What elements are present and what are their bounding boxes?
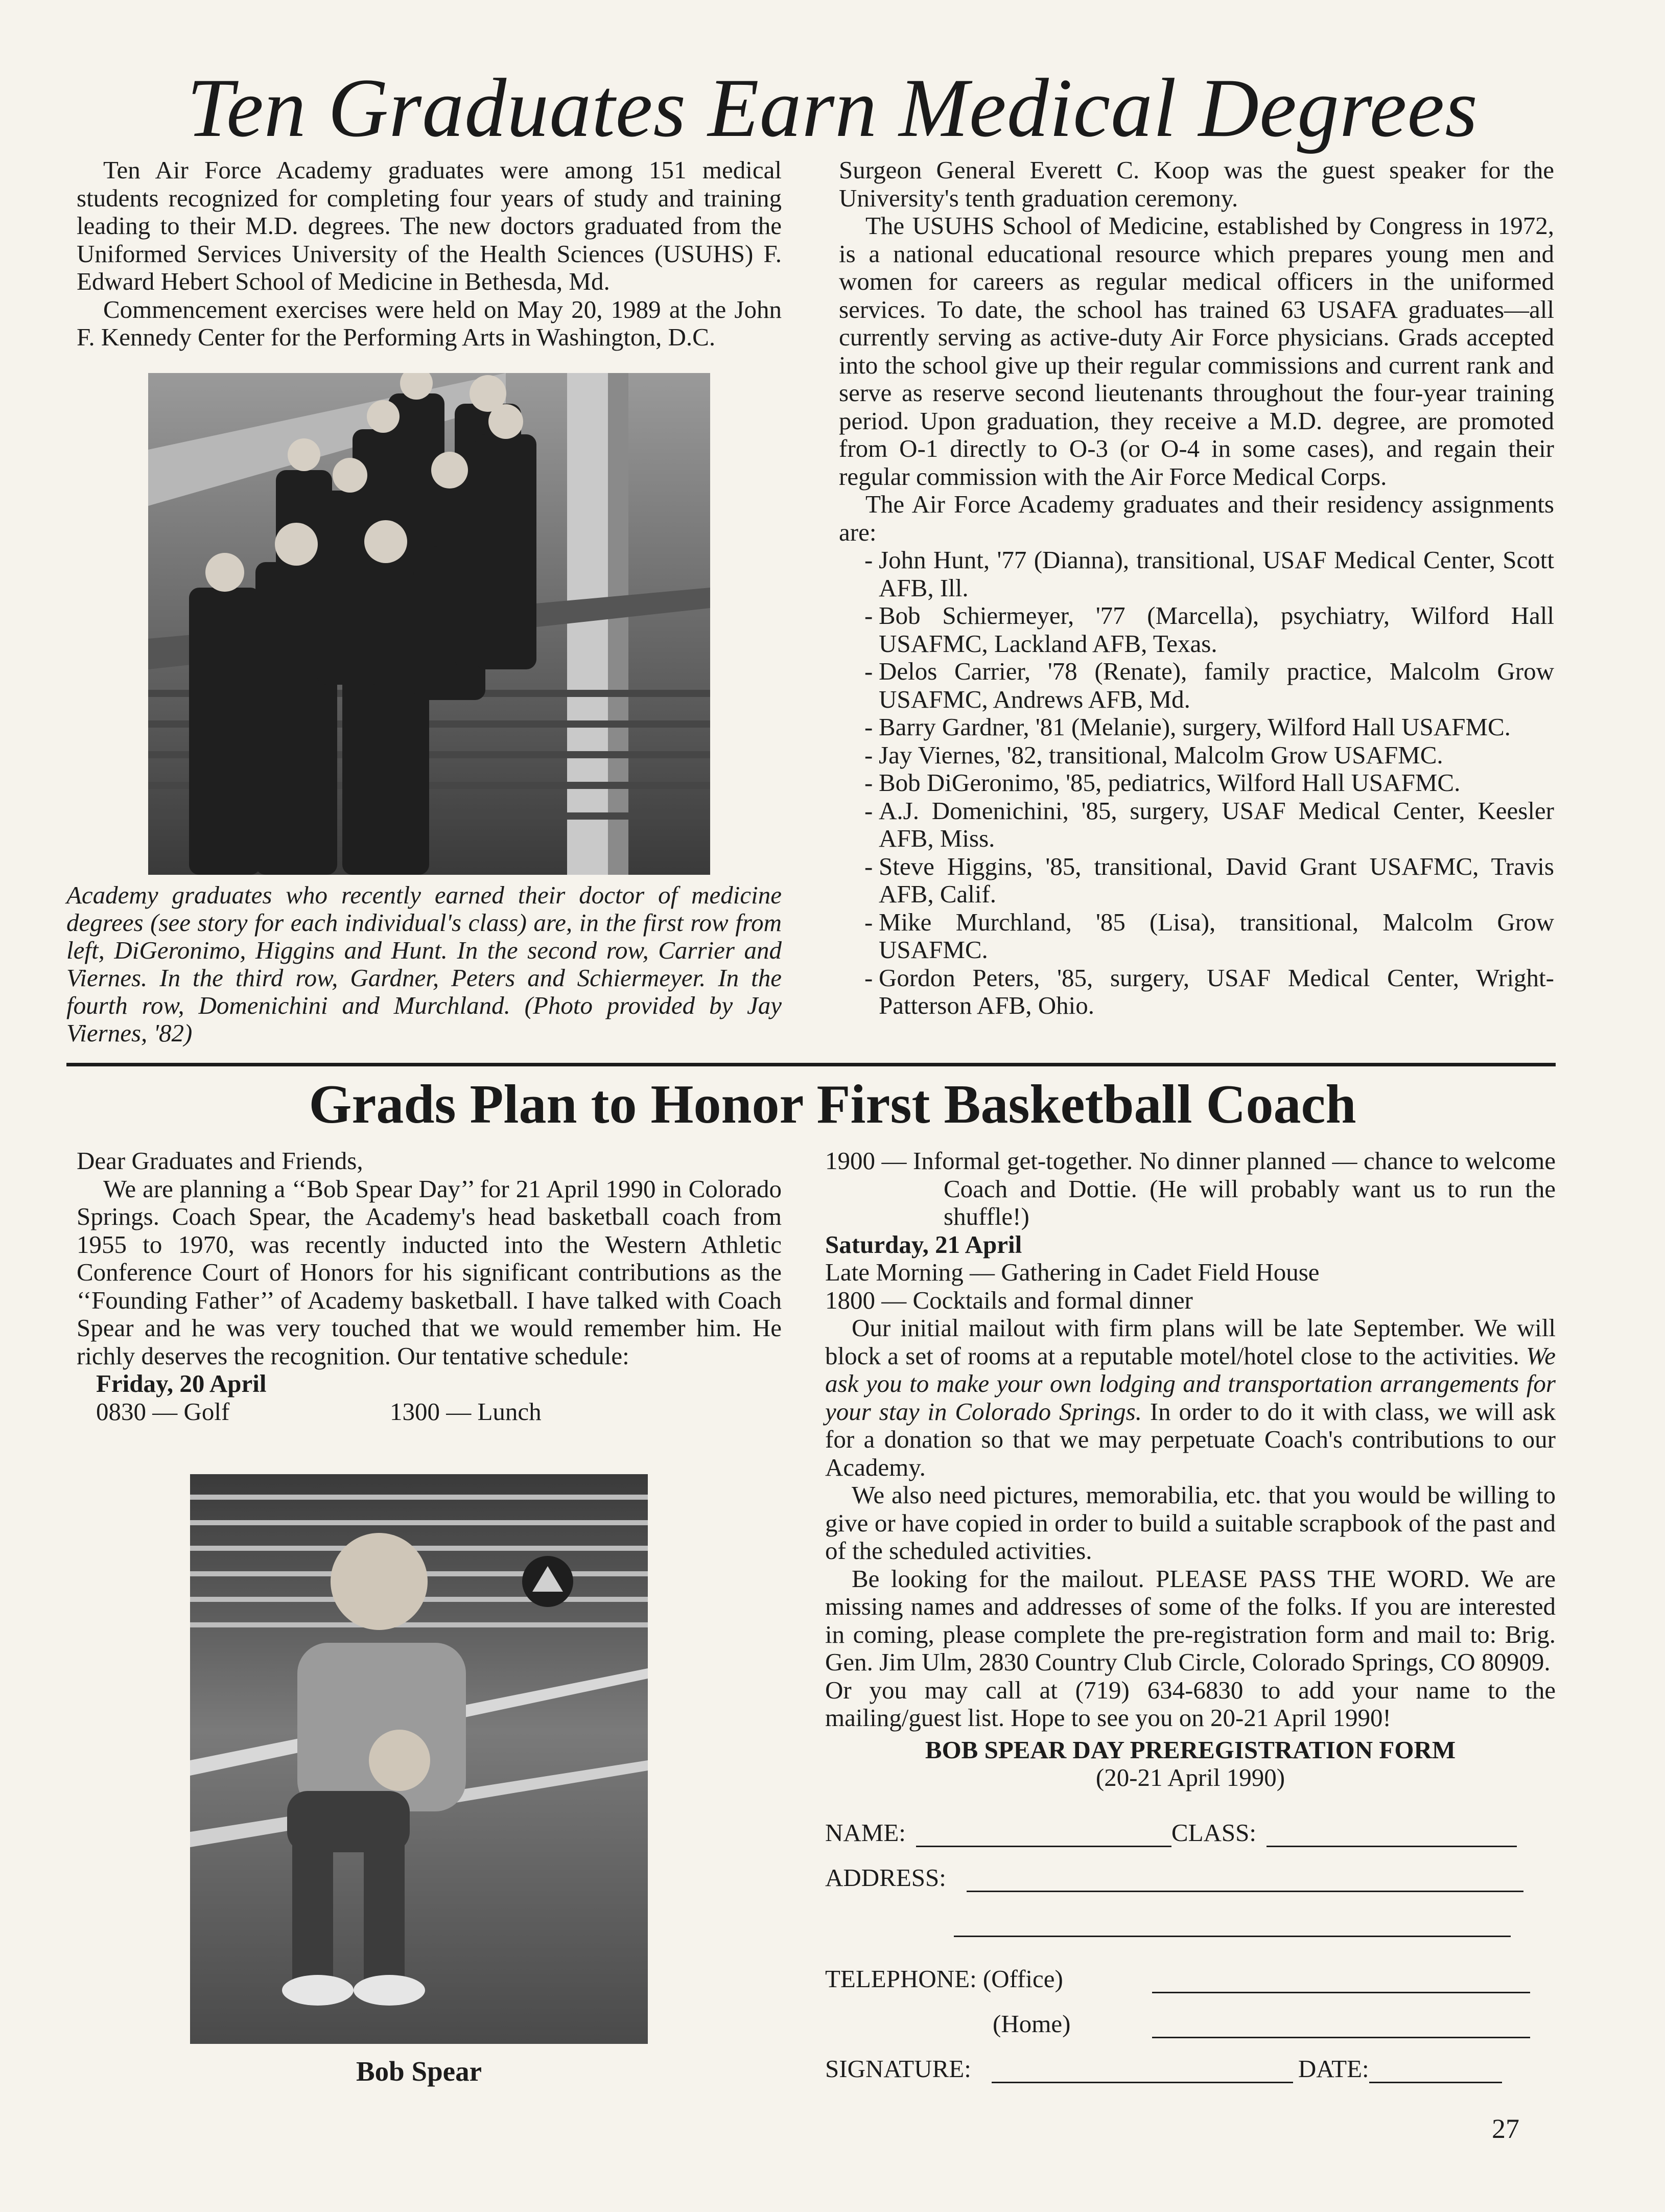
list-item: - Jay Viernes, '82, transitional, Malcolm Grow USAFMC. — [864, 741, 1554, 770]
list-item: - Mike Murchland, '85 (Lisa), transitional, Malcolm Grow USAFMC. — [864, 909, 1554, 964]
bob-spear-photo — [190, 1474, 648, 2044]
schedule-item: 0830 — Golf — [96, 1397, 230, 1426]
form-row-name — [825, 1802, 1556, 1847]
article-title-basketball: Grads Plan to Honor First Basketball Coach — [309, 1074, 1356, 1135]
graduates-group-photo — [148, 373, 710, 875]
article1-para-4: The USUHS School of Medicine, established by Congress in 1972, is a national educational resource which prepares young men and women for careers as regular medical officers in the uniformed services. To date, the school has trained 63 USAFA graduates—all currently serving as active-duty Air Force physicians. Grads accepted into the school give up their regular commissions and current rank and serve as reserve second lieutenants throughout the four-year training period. Upon graduation, they receive a M.D. degree, are promoted from O-1 directly to O-3 (or O-4 in some cases), and regain their regular commission with the Air Force Medical Corps. — [839, 212, 1554, 491]
call-paragraph: Or you may call at (719) 634-6830 to add your name to the mailing/guest list. Hope to see you on 20-21 April 1990! — [825, 1675, 1556, 1732]
article1-para-3: Surgeon General Everett C. Koop was the guest speaker for the University's tenth graduation ceremony. — [839, 156, 1554, 212]
list-item: - Steve Higgins, '85, transitional, David Grant USAFMC, Travis AFB, Calif. — [864, 853, 1554, 909]
form-row-signature — [825, 2038, 1556, 2083]
friday-schedule — [77, 1398, 782, 1426]
bob-spear-caption: Bob Spear — [356, 2056, 482, 2087]
date-field[interactable] — [1369, 2062, 1502, 2083]
article1-para-1: Ten Air Force Academy graduates were among 151 medical students recognized for completing four years of study and training leading to their M.D. degrees. The new doctors graduated from the Uniformed Services University of the Health Sciences (USUHS) F. Edward Hebert School of Medicine in Bethesda, Md. — [77, 156, 782, 295]
friday-evening-item: 1900 — Informal get-together. No dinner planned — chance to welcome Coach and Dottie. (He will probably want us to run the shuffle!) — [825, 1147, 1556, 1230]
list-item: - Bob DiGeronimo, '85, pediatrics, Wilford Hall USAFMC. — [864, 769, 1554, 797]
article1-para-5: The Air Force Academy graduates and their residency assignments are: — [839, 490, 1554, 546]
list-item: - Gordon Peters, '85, surgery, USAF Medical Center, Wright-Patterson AFB, Ohio. — [864, 964, 1554, 1020]
section-divider — [66, 1063, 1556, 1066]
friday-label: Friday, 20 April — [96, 1369, 267, 1398]
office-phone-field[interactable] — [1152, 1972, 1530, 1993]
letter-salutation: Dear Graduates and Friends, — [77, 1147, 363, 1175]
list-item: - Delos Carrier, '78 (Renate), family practice, Malcolm Grow USAFMC, Andrews AFB, Md. — [864, 658, 1554, 713]
class-field[interactable] — [1267, 1826, 1517, 1847]
address-label: ADDRESS: — [825, 1864, 946, 1892]
preregistration-form — [825, 1802, 1556, 2083]
telephone-label: TELEPHONE: (Office) — [825, 1965, 1063, 1993]
class-label: CLASS: — [1171, 1819, 1257, 1847]
form-title: BOB SPEAR DAY PREREGISTRATION FORM — [925, 1735, 1456, 1764]
list-item: - Bob Schiermeyer, '77 (Marcella), psychiatry, Wilford Hall USAFMC, Lackland AFB, Texas. — [864, 602, 1554, 658]
home-label: (Home) — [993, 2010, 1071, 2038]
saturday-label: Saturday, 21 April — [825, 1230, 1022, 1259]
signature-field[interactable] — [992, 2062, 1293, 2083]
graduates-photo-caption: Academy graduates who recently earned their doctor of medicine degrees (see story for each individual's class) are, in the first row from left, DiGeronimo, Higgins and Hunt. In the second row, Carrier and Viernes. In the third row, Gardner, Peters and Schiermeyer. In the fourth row, Domenichini and Murchland. (Photo provided by Jay Viernes, '82) — [66, 881, 782, 1047]
form-row-home — [825, 1993, 1556, 2038]
mailout-paragraph — [825, 1314, 1556, 1481]
signature-label: SIGNATURE: — [825, 2055, 971, 2083]
mailout-lookout-paragraph: Be looking for the mailout. PLEASE PASS THE WORD. We are missing names and addresses of some of the folks. If you are interested in coming, please complete the pre-registration form and mail to: Brig. Gen. Jim Ulm, 2830 Country Club Circle, Colorado Springs, CO 80909. — [825, 1564, 1556, 1676]
pictures-paragraph: We also need pictures, memorabilia, etc. that you would be willing to give or have copied in order to build a suitable scrapbook of the past and of the scheduled activities. — [825, 1481, 1556, 1565]
schedule-item: 1300 — Lunch — [390, 1397, 542, 1426]
donation-text: In order to do it with class, we will ask for a donation so that we may perpetuate Coach's contributions to our Academy. — [825, 1397, 1556, 1481]
address-field[interactable] — [967, 1871, 1523, 1892]
letter-body: We are planning a ‘‘Bob Spear Day’’ for 21 April 1990 in Colorado Springs. Coach Spear, the Academy's head basketball coach from 1955 to 1970, was recently inducted into the Western Athletic Conference Court of Honors for his significant contributions as the ‘‘Founding Father’’ of Academy basketball. I have talked with Coach Spear and he was very touched that we would remember him. He richly deserves the recognition. Our tentative schedule: — [77, 1174, 782, 1370]
address-field-line-2[interactable] — [954, 1916, 1511, 1937]
list-item: - A.J. Domenichini, '85, surgery, USAF Medical Center, Keesler AFB, Miss. — [864, 797, 1554, 853]
schedule-item: Late Morning — Gathering in Cadet Field House — [825, 1258, 1320, 1286]
name-label: NAME: — [825, 1819, 906, 1847]
list-item: - Barry Gardner, '81 (Melanie), surgery, Wilford Hall USAFMC. — [864, 713, 1554, 741]
form-row-address — [825, 1847, 1556, 1892]
lodging-note: We ask you to make your own lodging and transportation arrangements for your stay in Colorado Springs. — [825, 1341, 1556, 1426]
residency-assignment-list — [839, 546, 1554, 1020]
article1-left-column — [77, 156, 782, 352]
article2-left-column — [77, 1147, 782, 1426]
name-field[interactable] — [916, 1826, 1171, 1847]
form-row-telephone — [825, 1937, 1556, 1993]
home-phone-field[interactable] — [1152, 2017, 1530, 2038]
schedule-item: 1800 — Cocktails and formal dinner — [825, 1286, 1193, 1314]
article1-para-2: Commencement exercises were held on May 20, 1989 at the John F. Kennedy Center for the Performing Arts in Washington, D.C. — [77, 295, 782, 351]
article1-right-column — [839, 156, 1554, 1020]
page-number: 27 — [1492, 2113, 1519, 2144]
article-title-medical: Ten Graduates Earn Medical Degrees — [186, 62, 1479, 154]
article2-right-column — [825, 1147, 1556, 2083]
form-subtitle: (20-21 April 1990) — [1095, 1763, 1285, 1791]
form-row-address-2 — [825, 1892, 1556, 1937]
mailout-text: Our initial mailout with firm plans will be late September. We will block a set of rooms at a reputable motel/hotel close to the activities. — [825, 1314, 1556, 1370]
list-item: - John Hunt, '77 (Dianna), transitional, USAF Medical Center, Scott AFB, Ill. — [864, 546, 1554, 602]
date-label: DATE: — [1298, 2055, 1369, 2083]
